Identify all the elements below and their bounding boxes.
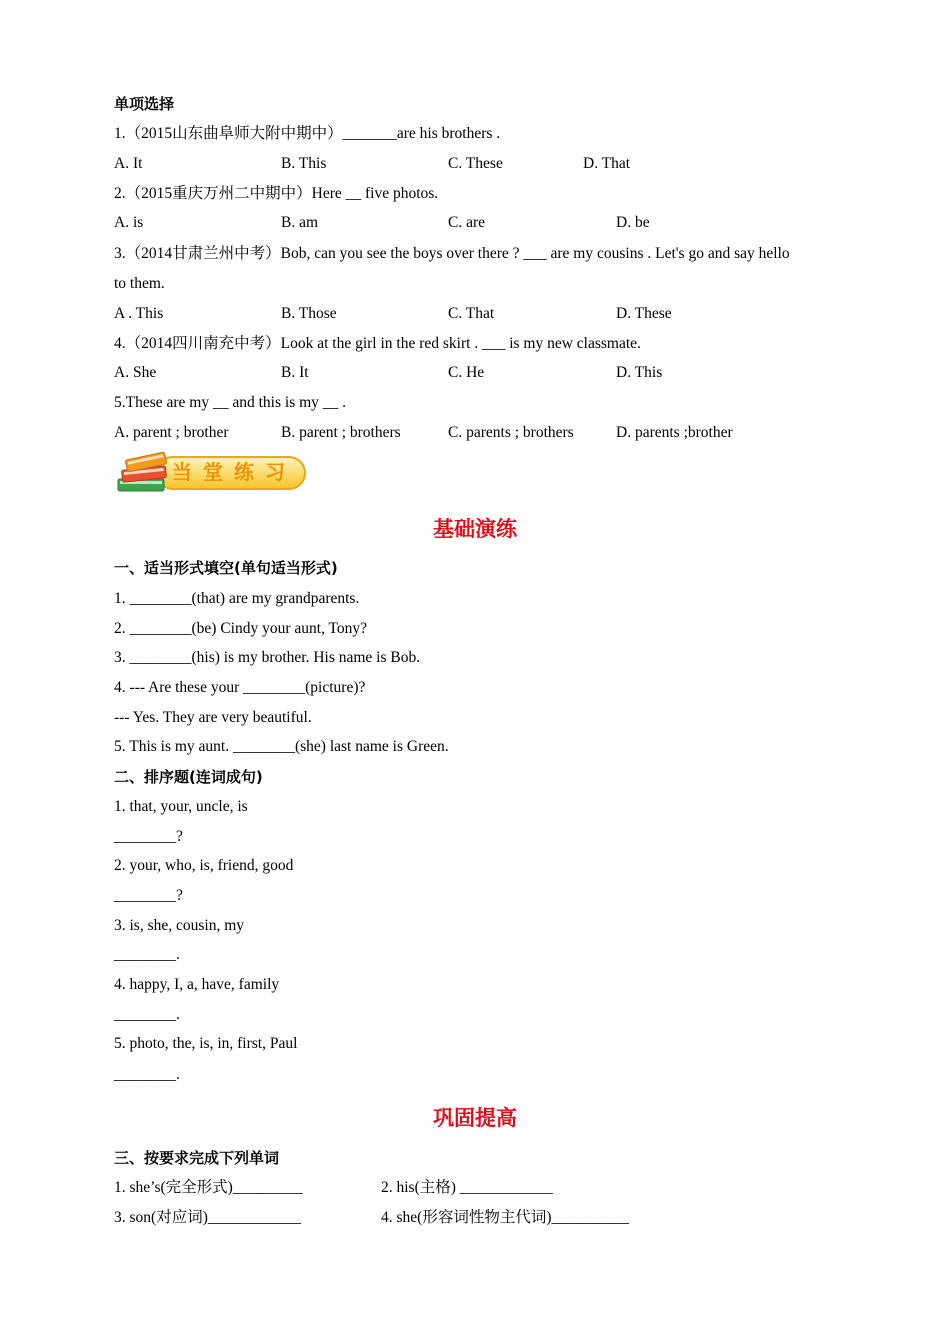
question-4: 4.（2014四川南充中考）Look at the girl in the red skirt . ___ is my new classmate. (114, 335, 641, 352)
question-3-continued: to them. (114, 275, 165, 292)
words-row-1 (0, 1178, 950, 1198)
order-answer: ________? (114, 828, 183, 845)
option-b: B. Those (281, 305, 337, 322)
fill-item: 3. ________(his) is my brother. His name is Bob. (114, 649, 421, 666)
question-4-options (0, 363, 950, 383)
option-a: A . This (114, 305, 164, 322)
order-item: 1. that, your, uncle, is (114, 798, 248, 815)
option-d: D. These (616, 305, 672, 322)
option-b: B. This (281, 155, 327, 172)
option-a: A. parent ; brother (114, 424, 229, 441)
word-item: 4. she(形容词性物主代词)__________ (381, 1209, 629, 1226)
order-item: 2. your, who, is, friend, good (114, 857, 294, 874)
question-3-options (0, 304, 950, 324)
option-b: B. parent ; brothers (281, 424, 401, 441)
section-title: 单项选择 (114, 95, 175, 113)
practice-banner (114, 449, 310, 499)
words-row-2 (0, 1208, 950, 1228)
option-c: C. That (448, 305, 495, 322)
order-item: 5. photo, the, is, in, first, Paul (114, 1035, 298, 1052)
option-c: C. He (448, 364, 485, 381)
question-1-options (0, 154, 950, 174)
question-5-options (0, 423, 950, 443)
question-5: 5.These are my __ and this is my __ . (114, 394, 347, 411)
fill-item: 2. ________(be) Cindy your aunt, Tony? (114, 620, 368, 637)
part-1-title: 一、适当形式填空(单句适当形式) (114, 559, 338, 577)
fill-item: 1. ________(that) are my grandparents. (114, 590, 360, 607)
question-2: 2.（2015重庆万州二中期中）Here __ five photos. (114, 185, 439, 202)
option-b: B. am (281, 214, 319, 231)
order-answer: ________? (114, 887, 183, 904)
banner-label: 当堂练习 (172, 460, 296, 484)
option-a: A. is (114, 214, 144, 231)
option-b: B. It (281, 364, 309, 381)
order-answer: ________. (114, 946, 180, 963)
word-item: 3. son(对应词)____________ (114, 1209, 301, 1226)
word-item: 1. she’s(完全形式)_________ (114, 1179, 303, 1196)
part-2-title: 二、排序题(连词成句) (114, 768, 263, 786)
option-d: D. That (583, 155, 631, 172)
option-d: D. This (616, 364, 663, 381)
question-3: 3.（2014甘肃兰州中考）Bob, can you see the boys over there ? ___ are my cousins . Let's go and say hello (114, 245, 790, 262)
order-answer: ________. (114, 1006, 180, 1023)
fill-item: 5. This is my aunt. ________(she) last name is Green. (114, 738, 449, 755)
option-c: C. are (448, 214, 486, 231)
option-d: D. be (616, 214, 650, 231)
option-a: A. She (114, 364, 157, 381)
question-2-options (0, 213, 950, 233)
order-item: 4. happy, I, a, have, family (114, 976, 280, 993)
part-3-title: 三、按要求完成下列单词 (114, 1149, 280, 1167)
order-answer: ________. (114, 1066, 180, 1083)
option-a: A. It (114, 155, 143, 172)
question-1: 1.（2015山东曲阜师大附中期中）_______are his brothers . (114, 125, 501, 142)
word-item: 2. his(主格) ____________ (381, 1179, 553, 1196)
heading-improve: 巩固提高 (433, 1106, 517, 1130)
option-d: D. parents ;brother (616, 424, 733, 441)
books-icon (114, 449, 174, 499)
fill-item: 4. --- Are these your ________(picture)? (114, 679, 366, 696)
fill-item: --- Yes. They are very beautiful. (114, 709, 312, 726)
order-item: 3. is, she, cousin, my (114, 917, 245, 934)
option-c: C. These (448, 155, 503, 172)
heading-basic: 基础演练 (433, 517, 517, 541)
option-c: C. parents ; brothers (448, 424, 574, 441)
